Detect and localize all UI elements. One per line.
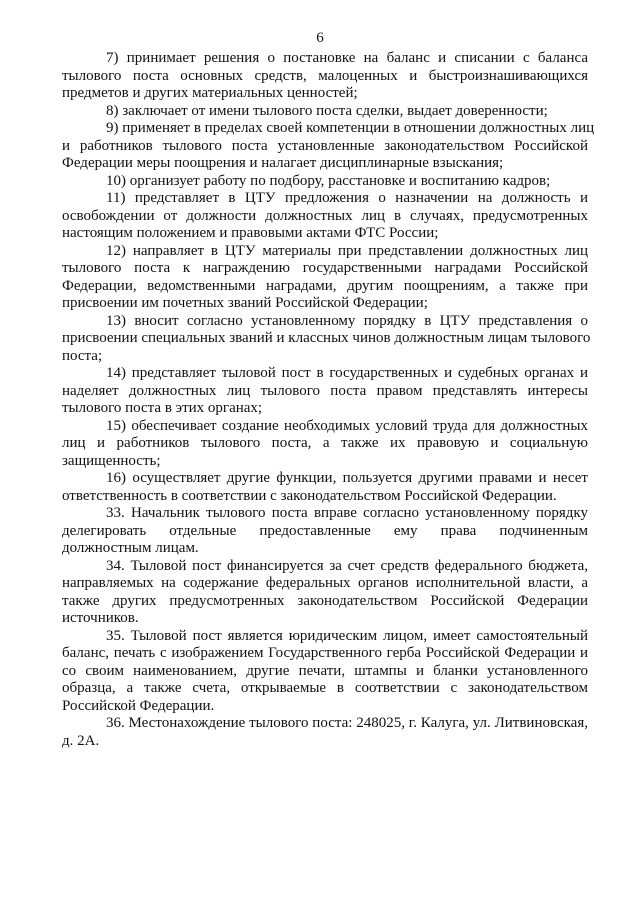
text-line: делегировать отдельные предоставленные ему права подчиненным [62,522,588,539]
text-line: образца, а также счета, открываемые в соответствии с законодательством [62,680,588,696]
text-line: Федерации меры поощрения и налагает дисциплинарные взыскания; [62,155,504,171]
text-line: 13) вносит согласно установленному порядку в ЦТУ представления о [106,312,588,329]
text-line: и работников тылового поста установленные законодательством Российской [62,137,588,154]
text-line: лиц и работников тылового поста, а также их правовую и социальную [62,435,588,451]
text-line: 11) представляет в ЦТУ предложения о назначении на должность и [106,190,588,206]
paragraph [62,628,588,716]
text-line: освобождении от должности должностных лиц в случаях, предусмотренных [62,207,588,224]
paragraph [62,715,588,750]
text-line: 8) заключает от имени тылового поста сделки, выдает доверенности; [106,102,548,119]
paragraph [62,120,595,173]
paragraph [62,243,588,313]
text-line: д. 2А. [62,732,100,749]
text-line: 35. Тыловой пост является юридическим лицом, имеет самостоятельный [106,627,588,644]
text-line: присвоении специальных званий и классных чинов должностным лицам тылового [62,330,591,346]
text-line: настоящим положением и правовыми актами ФТС России; [62,225,439,241]
text-line: 7) принимает решения о постановке на баланс и списании с баланса [106,50,588,66]
text-line: предметов и других материальных ценностей; [62,85,358,101]
text-line: защищенность; [62,452,161,469]
text-line: наделяет должностных лиц тылового поста правом представлять интересы [62,382,588,399]
text-line: 12) направляет в ЦТУ материалы при представлении должностных лиц [106,242,588,259]
paragraph [62,418,588,471]
paragraph [62,505,588,558]
text-line: 15) обеспечивает создание необходимых условий труда для должностных [106,417,588,434]
text-line: тылового поста к награждению государственными наградами Российской [62,260,588,276]
text-line: ответственность в соответствии с законодательством Российской Федерации. [62,487,557,504]
text-line: 34. Тыловой пост финансируется за счет средств федерального бюджета, [106,557,588,574]
paragraph [62,558,588,628]
paragraph [62,50,588,103]
text-line: 16) осуществляет другие функции, пользуется другими правами и несет [106,470,588,486]
paragraph [62,173,588,191]
text-line: тылового поста основных средств, малоценных и быстроизнашивающихся [62,67,588,84]
text-line: 9) применяет в пределах своей компетенции в отношении должностных лиц [106,120,595,136]
text-line: Российской Федерации. [62,697,215,714]
text-line: 36. Местонахождение тылового поста: 248025, г. Калуга, ул. Литвиновская, [106,715,588,731]
text-line: источников. [62,610,139,626]
text-line: направляемых на содержание федеральных органов исполнительной власти, а [62,575,588,591]
paragraph [62,365,588,418]
document-body [62,50,595,750]
page-number: 6 [316,30,324,46]
text-line: баланс, печать с изображением Государственного герба Российской Федерации и [62,645,588,661]
text-line: также других предусмотренных законодательством Российской Федерации [62,592,588,609]
text-line: со своим наименованием, другие печати, штампы и бланки установленного [62,662,588,679]
text-line: 14) представляет тыловой пост в государственных и судебных органах и [106,365,588,381]
text-line: тылового поста в этих органах; [62,400,263,416]
text-line: Федерации, ведомственными наградами, другим поощрениям, а также при [62,277,588,294]
text-line: присвоении им почетных званий Российской Федерации; [62,295,428,311]
paragraph [62,312,591,366]
paragraph [62,103,588,121]
text-line: должностным лицам. [62,540,199,556]
text-line: 33. Начальник тылового поста вправе согласно установленному порядку [106,505,588,521]
text-line: 10) организует работу по подбору, расстановке и воспитанию кадров; [106,172,551,189]
paragraph [62,470,588,505]
text-line: поста; [62,347,103,364]
paragraph [62,190,588,243]
